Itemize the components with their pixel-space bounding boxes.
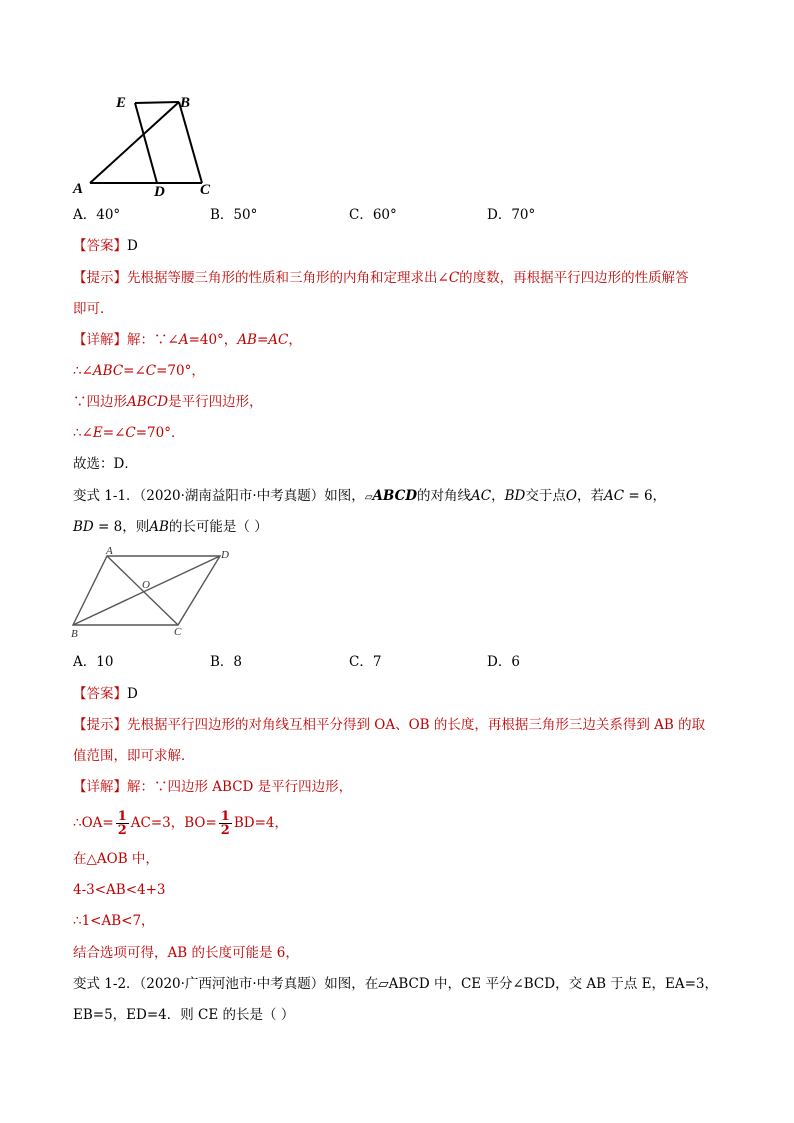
math-var: ABCD: [127, 394, 169, 410]
math-var: BD: [73, 519, 94, 535]
stem-text: = 8，则: [93, 519, 150, 535]
math-var: C: [125, 425, 136, 441]
q3-stem-line1: 变式 1-2．（2020·广西河池市·中考真题）如图，在▱ABCD 中，CE 平分∠BCD，交 AB 于点 E，EA=3，: [73, 976, 718, 992]
stem-text: ，: [491, 488, 505, 504]
q1-detail-line2: [73, 362, 205, 380]
label-A: A: [73, 181, 84, 197]
detail-text: ∴∠: [73, 363, 93, 379]
q3-stem-line2: EB=5，ED=4．则 CE 的长是（ ）: [73, 1007, 295, 1023]
q1-option-c: C．60°: [349, 207, 397, 223]
q2-detail-line2: [73, 808, 288, 838]
answer-value: D: [127, 238, 138, 254]
label-D: D: [221, 549, 229, 561]
q2-answer: [73, 685, 138, 703]
hint-tag: 【提示】: [73, 270, 127, 286]
math-var: AC: [268, 332, 289, 348]
detail-text: ∵四边形: [73, 394, 127, 410]
math-var: AC: [603, 488, 625, 504]
q2-hint-line2: 值范围，即可求解．: [73, 748, 195, 764]
fraction-half: [219, 810, 232, 837]
label-B: B: [180, 95, 191, 111]
stem-text: 的对角线: [417, 488, 472, 504]
label-B: B: [71, 628, 78, 640]
stem-text: 变式 1-1．（2020·湖南益阳市·中考真题）如图，: [73, 488, 365, 504]
detail-text: AC=3，BO=: [130, 815, 217, 831]
detail-text: 解：∵四边形 ABCD 是平行四边形，: [127, 779, 353, 795]
q1-option-d: D．70°: [487, 207, 536, 223]
q2-option-a: A．10: [73, 654, 114, 670]
hint-text: 的度数，再根据平行四边形的性质解答: [459, 270, 689, 286]
stem-text: ，若: [576, 488, 604, 504]
q1-option-a: A．40°: [73, 207, 121, 223]
label-O: O: [142, 579, 150, 591]
q1-conclusion: 故选：D．: [73, 456, 138, 472]
detail-text: =∠: [123, 363, 146, 379]
parallelogram-symbol: ▱: [364, 492, 373, 503]
fraction-denominator: 2: [220, 823, 230, 838]
q1-hint-line1: [73, 269, 689, 287]
q2-option-b: B．8: [210, 654, 243, 670]
hint-text: 先根据平行四边形的对角线互相平分得到 OA、OB 的长度，再根据三角形三边关系得到 AB 的取: [127, 717, 706, 733]
hint-text: 先根据等腰三角形的性质和三角形的内角和定理求出∠: [127, 270, 449, 286]
q2-stem-line2: [73, 518, 268, 536]
math-var: C: [145, 363, 157, 379]
q2-hint-line1: [73, 716, 705, 734]
q2-stem-line1: [73, 487, 666, 507]
answer-tag: 【答案】: [73, 686, 127, 702]
fraction-denominator: 2: [117, 823, 127, 838]
detail-text: =: [256, 332, 269, 348]
math-var: AC: [471, 488, 492, 504]
q2-detail-line6: 结合选项可得，AB 的长度可能是 6，: [73, 945, 299, 961]
label-A: A: [106, 545, 113, 557]
detail-text: =40°，: [188, 332, 238, 348]
detail-text: ∴OA=: [73, 815, 114, 831]
label-E: E: [116, 95, 127, 111]
detail-text: =70°，: [156, 363, 205, 379]
detail-text: 解：∵∠: [127, 332, 179, 348]
figure-parallelogram-abcd: [66, 542, 246, 642]
stem-text: = 6，: [624, 488, 667, 504]
label-C: C: [174, 626, 182, 638]
detail-tag: 【详解】: [73, 779, 127, 795]
math-var: ABC: [92, 363, 124, 379]
q1-option-b: B．50°: [210, 207, 258, 223]
q2-option-d: D．6: [487, 654, 520, 670]
answer-value: D: [127, 686, 138, 702]
stem-text: 交于点: [525, 488, 566, 504]
label-C: C: [200, 182, 211, 198]
q2-option-c: C．7: [349, 654, 382, 670]
q1-detail-line3: [73, 393, 263, 411]
figure-parallelogram-ebcd: [66, 88, 226, 200]
math-var: AB: [149, 519, 169, 535]
detail-text: =70°．: [135, 425, 185, 441]
math-var: E: [92, 425, 103, 441]
detail-tag: 【详解】: [73, 332, 127, 348]
fraction-numerator: 1: [220, 809, 230, 824]
math-var: BD: [504, 488, 526, 504]
detail-text: BD=4，: [233, 815, 288, 831]
q2-detail-line4: 4-3<AB<4+3: [73, 882, 166, 898]
hint-var: C: [448, 270, 460, 286]
detail-text: ，: [288, 332, 302, 348]
q1-hint-line2: 即可．: [73, 301, 114, 317]
q2-detail-line5: ∴1<AB<7，: [73, 913, 155, 929]
q1-answer: [73, 237, 138, 255]
answer-tag: 【答案】: [73, 238, 127, 254]
detail-text: =∠: [102, 425, 126, 441]
math-var: A: [178, 332, 189, 348]
fraction-numerator: 1: [117, 809, 127, 824]
q2-detail-line3: 在△AOB 中，: [73, 851, 159, 867]
q1-detail-line1: [73, 331, 302, 349]
q1-detail-line4: [73, 424, 184, 442]
detail-text: ∴∠: [73, 425, 93, 441]
stem-text: 的长可能是（ ）: [168, 519, 268, 535]
math-var: AB: [237, 332, 257, 348]
math-var: ABCD: [372, 488, 418, 504]
label-D: D: [154, 184, 165, 200]
q2-detail-line1: [73, 778, 352, 796]
math-var: O: [565, 488, 577, 504]
hint-tag: 【提示】: [73, 717, 127, 733]
fraction-half: [116, 810, 129, 837]
detail-text: 是平行四边形，: [168, 394, 263, 410]
